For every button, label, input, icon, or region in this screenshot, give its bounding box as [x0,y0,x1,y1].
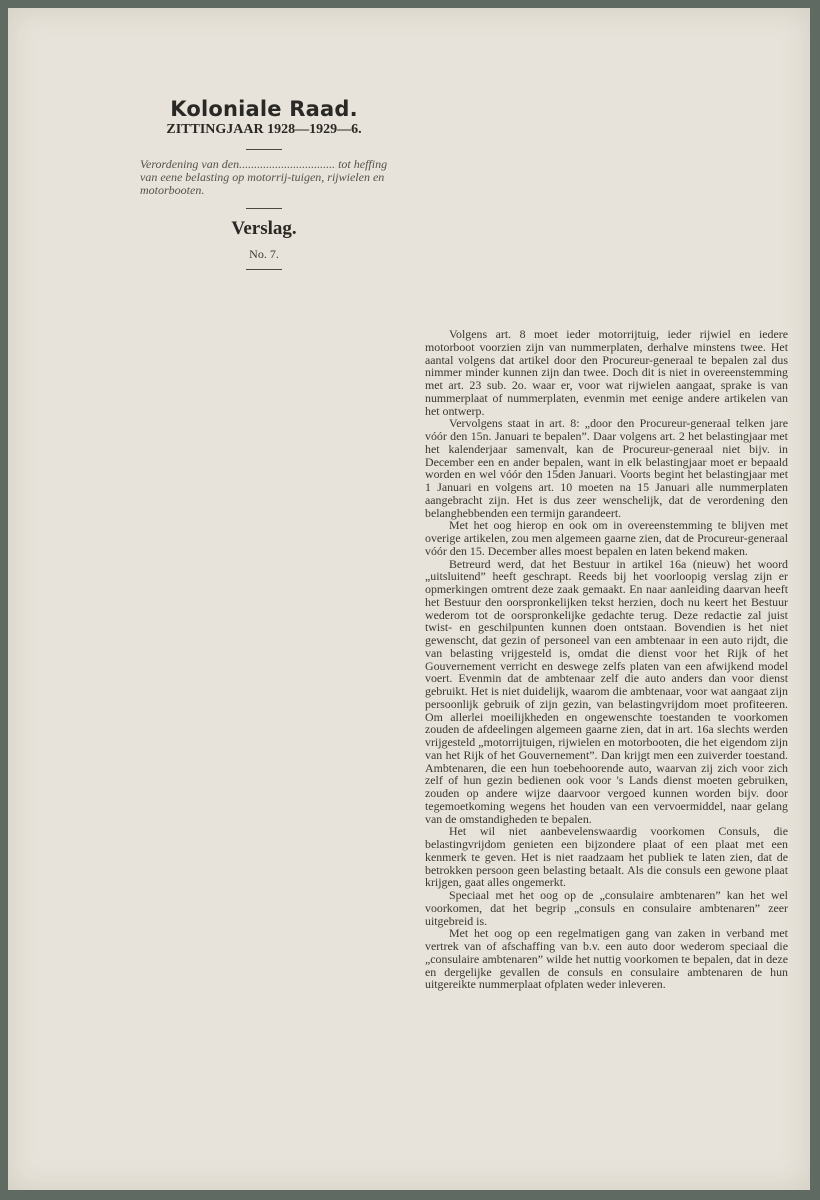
divider [246,208,282,209]
divider [246,149,282,150]
report-body [425,328,788,991]
paragraph: Speciaal met het oog op de „consulaire ambtenaren” kan het wel voorkomen, dat het begrip „consuls en consulaire ambtenaren” zeer uitgebreid is. [425,888,788,928]
paragraph: Met het oog op een regelmatigen gang van zaken in verband met vertrek van of afschaffing van b.v. een auto door wederom speciaal die „consulaire ambtenaren” wilde het nuttig voorkomen te bepalen, dat in deze en dergelijke gevallen de consuls en consulaire ambtenaren de hun uitgereikte nummerplaat ofplaten weder inleveren. [425,926,788,992]
paragraph: Volgens art. 8 moet ieder motorrijtuig, ieder rijwiel en iedere motorboot voorzien zijn van nummerplaten, derhalve minstens twee. Het aantal volgens dat artikel door den Procureur-generaal te bepalen zal dus nimmer minder kunnen zijn dan twee. Doch dit is niet in overeenstemming met art. 23 sub. 2o. waar er, voor wat rijwielen aangaat, sprake is van nummerplaat of nummerplaten, evenmin met eenige andere artikelen van het ontwerp. [425,327,788,418]
document-header [128,96,400,278]
divider [246,269,282,270]
paragraph: Vervolgens staat in art. 8: „door den Procureur-generaal telken jare vóór den 15n. Januari te bepalen”. Daar volgens art. 2 het belastingjaar met het kalenderjaar samenvalt, kan de Procureur-generaal niet bijv. in December een en ander bepalen, want in elk belastingjaar moet er bepaald worden en wel vóór den 15den Januari. Voorts begint het belastingjaar met 1 Januari en volgens art. 10 moeten na 15 Januari alle nummerplaten aangebracht zijn. Het is dus zeer wenschelijk, dat de verordening den belanghebbenden een termijn garandeert. [425,416,788,520]
document-title: Koloniale Raad. [170,97,358,121]
ordinance-description: Verordening van den................................ tot heffing van eene belasting op motorrij-tuigen, rijwielen en motorbooten. [140,157,388,197]
paragraph: Met het oog hierop en ook om in overeenstemming te blijven met overige artikelen, zou men algemeen gaarne zien, dat de Procureur-generaal vóór den 15. December alles moest bepalen en laten bekend maken. [425,518,788,558]
paragraph: Het wil niet aanbevelenswaardig voorkomen Consuls, die belastingvrijdom genieten een bijzondere plaat of een plaat met een kenmerk te geven. Het is niet raadzaam het publiek te laten zien, dat de betrokken persoon geen belasting betaalt. Als die consuls een gewone plaat krijgen, gaat alles ongemerkt. [425,824,788,890]
report-heading: Verslag. [231,218,297,239]
report-number: No. 7. [249,247,279,261]
paragraph: Betreurd werd, dat het Bestuur in artikel 16a (nieuw) het woord „uitsluitend” heeft geschrapt. Reeds bij het voorloopig verslag zijn er opmerkingen omtrent deze zaak gemaakt. En naar aanleiding daarvan heeft het Bestuur den oorspronkelijken tekst herzien, doch nu keert het Bestuur wederom tot de oorspronkelijke gedachte terug. Deze redactie zal juist twist- en geschilpunten kunnen doen ontstaan. Bovendien is het niet gewenscht, dat gezin of personeel van een ambtenaar in een auto rijdt, die van belasting vrijgesteld is, omdat die dienst voor het Rijk of het Gouvernement verricht en deswege zelfs platen van een afwijkend model voert. Evenmin dat de ambtenaar zelf die auto anders dan voor dienst gebruikt. Het is niet duidelijk, waarom die ambtenaar, voor wat aangaat zijn persoonlijk gebruik of zijn gezin, van belastingvrijdom moet profiteeren. Om allerlei moeilijkheden en ongewenschte toestanden te voorkomen zouden de afdeelingen algemeen gaarne zien, dat in art. 16a slechts werden vrijgesteld „motorrijtuigen, rijwielen en motorbooten, die het eigendom zijn van het Rijk of het Gouvernement”. Dan krijgt men een zuiverder toestand. Ambtenaren, die een hun toebehoorende auto, waarvan zij zich voor zich zelf of hun gezin bedienen ook voor 's Lands dienst moeten gebruiken, zouden op andere wijze daarvoor vergoed kunnen worden bijv. door tegemoetkoming wegens het houden van een vervoermiddel, naar gelang van de omstandigheden te bepalen. [425,556,788,826]
session-year: ZITTINGJAAR 1928—1929—6. [166,122,362,137]
document-page [8,8,810,1190]
